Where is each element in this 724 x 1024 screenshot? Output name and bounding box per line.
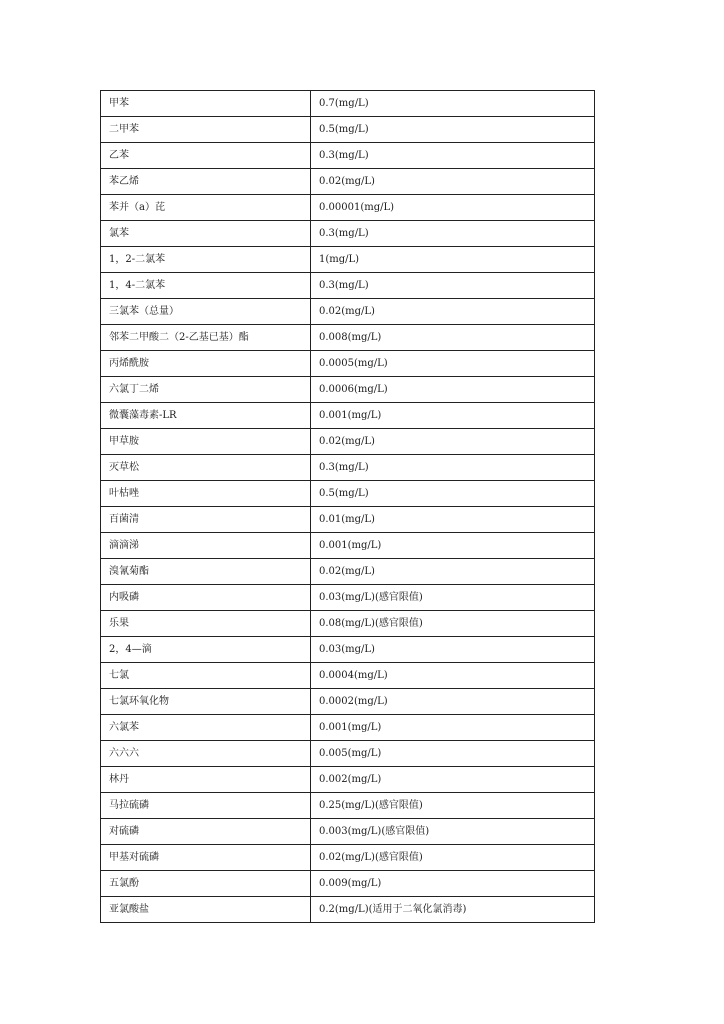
limit-cell: 0.02(mg/L) — [311, 169, 595, 195]
limit-cell: 0.002(mg/L) — [311, 767, 595, 793]
table-row — [101, 299, 595, 325]
table-row — [101, 507, 595, 533]
substance-cell: 乐果 — [101, 611, 311, 637]
table-row — [101, 247, 595, 273]
limit-cell: 0.009(mg/L) — [311, 871, 595, 897]
table-row — [101, 585, 595, 611]
substance-cell: 三氯苯（总量） — [101, 299, 311, 325]
limit-cell: 0.02(mg/L)(感官限值) — [311, 845, 595, 871]
limit-cell: 0.02(mg/L) — [311, 429, 595, 455]
table-row — [101, 637, 595, 663]
substance-cell: 六氯丁二烯 — [101, 377, 311, 403]
substance-cell: 六氯苯 — [101, 715, 311, 741]
substance-cell: 苯并（a）芘 — [101, 195, 311, 221]
table-row — [101, 871, 595, 897]
table-row — [101, 897, 595, 923]
table-row — [101, 325, 595, 351]
substance-cell: 亚氯酸盐 — [101, 897, 311, 923]
limit-cell: 0.008(mg/L) — [311, 325, 595, 351]
limit-cell: 0.5(mg/L) — [311, 481, 595, 507]
substance-cell: 邻苯二甲酸二（2-乙基已基）酯 — [101, 325, 311, 351]
substance-cell: 七氯 — [101, 663, 311, 689]
limit-cell: 0.0004(mg/L) — [311, 663, 595, 689]
table-row — [101, 455, 595, 481]
table-row — [101, 143, 595, 169]
substance-cell: 2，4—滴 — [101, 637, 311, 663]
substance-cell: 微囊藻毒素-LR — [101, 403, 311, 429]
limit-cell: 1(mg/L) — [311, 247, 595, 273]
substance-cell: 二甲苯 — [101, 117, 311, 143]
table-row — [101, 793, 595, 819]
substance-cell: 灭草松 — [101, 455, 311, 481]
limit-cell: 0.01(mg/L) — [311, 507, 595, 533]
limit-cell: 0.7(mg/L) — [311, 91, 595, 117]
limit-cell: 0.005(mg/L) — [311, 741, 595, 767]
substance-cell: 滴滴涕 — [101, 533, 311, 559]
table-row — [101, 403, 595, 429]
limit-cell: 0.2(mg/L)(适用于二氧化氯消毒) — [311, 897, 595, 923]
limit-cell: 0.08(mg/L)(感官限值) — [311, 611, 595, 637]
substance-cell: 苯乙烯 — [101, 169, 311, 195]
table-row — [101, 351, 595, 377]
substance-cell: 甲草胺 — [101, 429, 311, 455]
table-row — [101, 117, 595, 143]
table-row — [101, 429, 595, 455]
limit-cell: 0.25(mg/L)(感官限值) — [311, 793, 595, 819]
limit-cell: 0.0005(mg/L) — [311, 351, 595, 377]
limit-cell: 0.001(mg/L) — [311, 403, 595, 429]
substance-cell: 氯苯 — [101, 221, 311, 247]
substance-cell: 马拉硫磷 — [101, 793, 311, 819]
substance-cell: 1，4-二氯苯 — [101, 273, 311, 299]
limit-cell: 0.0002(mg/L) — [311, 689, 595, 715]
water-quality-limits-table — [100, 90, 595, 923]
substance-cell: 乙苯 — [101, 143, 311, 169]
limit-cell: 0.001(mg/L) — [311, 715, 595, 741]
limit-cell: 0.3(mg/L) — [311, 143, 595, 169]
table-row — [101, 715, 595, 741]
substance-cell: 叶枯唑 — [101, 481, 311, 507]
substance-cell: 五氯酚 — [101, 871, 311, 897]
table-row — [101, 533, 595, 559]
table-row — [101, 195, 595, 221]
limit-cell: 0.02(mg/L) — [311, 559, 595, 585]
substance-cell: 七氯环氧化物 — [101, 689, 311, 715]
limit-cell: 0.3(mg/L) — [311, 273, 595, 299]
substance-cell: 六六六 — [101, 741, 311, 767]
limit-cell: 0.3(mg/L) — [311, 455, 595, 481]
substance-cell: 丙烯酰胺 — [101, 351, 311, 377]
substance-cell: 甲基对硫磷 — [101, 845, 311, 871]
substance-cell: 溴氰菊酯 — [101, 559, 311, 585]
table-row — [101, 91, 595, 117]
table-row — [101, 221, 595, 247]
table-row — [101, 611, 595, 637]
substance-cell: 内吸磷 — [101, 585, 311, 611]
table-row — [101, 559, 595, 585]
table-row — [101, 741, 595, 767]
table-row — [101, 169, 595, 195]
substance-cell: 1，2-二氯苯 — [101, 247, 311, 273]
limit-cell: 0.003(mg/L)(感官限值) — [311, 819, 595, 845]
substance-cell: 甲苯 — [101, 91, 311, 117]
substance-cell: 对硫磷 — [101, 819, 311, 845]
table-row — [101, 377, 595, 403]
limit-cell: 0.03(mg/L) — [311, 637, 595, 663]
table-row — [101, 819, 595, 845]
table-body — [101, 91, 595, 923]
limit-cell: 0.02(mg/L) — [311, 299, 595, 325]
table-row — [101, 845, 595, 871]
limit-cell: 0.03(mg/L)(感官限值) — [311, 585, 595, 611]
substance-cell: 林丹 — [101, 767, 311, 793]
table-row — [101, 689, 595, 715]
table-row — [101, 767, 595, 793]
limit-cell: 0.3(mg/L) — [311, 221, 595, 247]
table-row — [101, 273, 595, 299]
table-row — [101, 663, 595, 689]
limit-cell: 0.001(mg/L) — [311, 533, 595, 559]
limit-cell: 0.5(mg/L) — [311, 117, 595, 143]
substance-cell: 百菌清 — [101, 507, 311, 533]
limit-cell: 0.0006(mg/L) — [311, 377, 595, 403]
limit-cell: 0.00001(mg/L) — [311, 195, 595, 221]
table-row — [101, 481, 595, 507]
